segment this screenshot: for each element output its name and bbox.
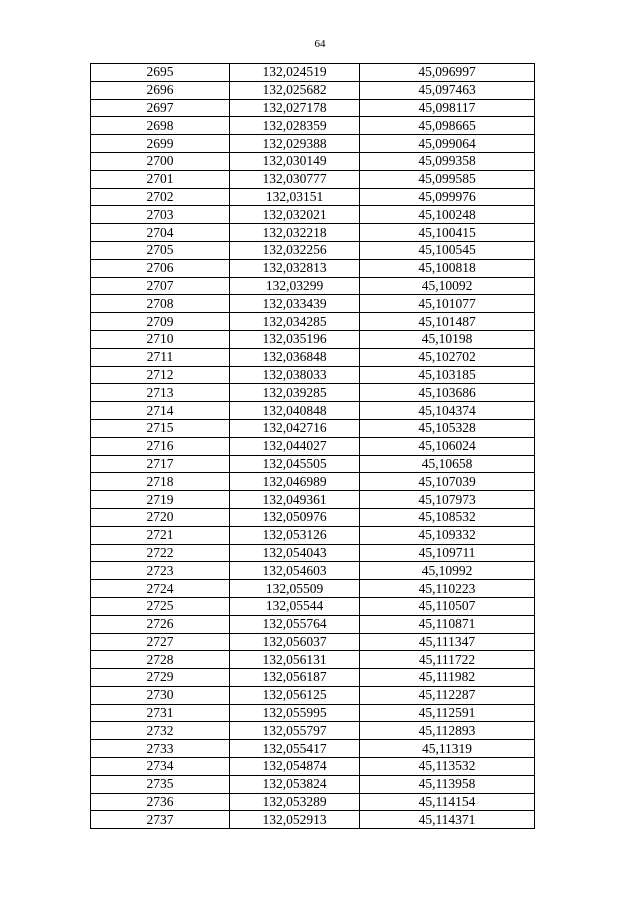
latitude-cell: 45,098117	[360, 99, 535, 117]
latitude-cell: 45,099976	[360, 188, 535, 206]
longitude-cell: 132,032813	[230, 259, 360, 277]
longitude-cell: 132,055417	[230, 740, 360, 758]
point-number-cell: 2709	[91, 313, 230, 331]
latitude-cell: 45,111347	[360, 633, 535, 651]
point-number-cell: 2716	[91, 437, 230, 455]
latitude-cell: 45,110871	[360, 615, 535, 633]
table-row	[91, 508, 535, 526]
latitude-cell: 45,100818	[360, 259, 535, 277]
point-number-cell: 2728	[91, 651, 230, 669]
longitude-cell: 132,028359	[230, 117, 360, 135]
longitude-cell: 132,032218	[230, 224, 360, 242]
point-number-cell: 2736	[91, 793, 230, 811]
point-number-cell: 2730	[91, 686, 230, 704]
table-row	[91, 188, 535, 206]
longitude-cell: 132,039285	[230, 384, 360, 402]
longitude-cell: 132,054043	[230, 544, 360, 562]
longitude-cell: 132,056037	[230, 633, 360, 651]
longitude-cell: 132,055995	[230, 704, 360, 722]
table-row	[91, 384, 535, 402]
latitude-cell: 45,112287	[360, 686, 535, 704]
point-number-cell: 2718	[91, 473, 230, 491]
point-number-cell: 2701	[91, 170, 230, 188]
longitude-cell: 132,050976	[230, 508, 360, 526]
point-number-cell: 2722	[91, 544, 230, 562]
longitude-cell: 132,05509	[230, 580, 360, 598]
coordinates-table	[90, 63, 535, 829]
table-row	[91, 241, 535, 259]
latitude-cell: 45,111722	[360, 651, 535, 669]
point-number-cell: 2695	[91, 64, 230, 82]
latitude-cell: 45,11319	[360, 740, 535, 758]
latitude-cell: 45,112591	[360, 704, 535, 722]
latitude-cell: 45,100545	[360, 241, 535, 259]
table-row	[91, 135, 535, 153]
latitude-cell: 45,102702	[360, 348, 535, 366]
table-row	[91, 313, 535, 331]
longitude-cell: 132,03151	[230, 188, 360, 206]
table-row	[91, 330, 535, 348]
table-row	[91, 793, 535, 811]
latitude-cell: 45,10658	[360, 455, 535, 473]
point-number-cell: 2706	[91, 259, 230, 277]
table-row	[91, 259, 535, 277]
latitude-cell: 45,106024	[360, 437, 535, 455]
table-row	[91, 473, 535, 491]
table-row	[91, 544, 535, 562]
point-number-cell: 2729	[91, 669, 230, 687]
latitude-cell: 45,099585	[360, 170, 535, 188]
table-row	[91, 117, 535, 135]
point-number-cell: 2737	[91, 811, 230, 829]
point-number-cell: 2713	[91, 384, 230, 402]
table-row	[91, 419, 535, 437]
longitude-cell: 132,049361	[230, 491, 360, 509]
latitude-cell: 45,107973	[360, 491, 535, 509]
table-row	[91, 615, 535, 633]
table-row	[91, 686, 535, 704]
longitude-cell: 132,024519	[230, 64, 360, 82]
latitude-cell: 45,101077	[360, 295, 535, 313]
point-number-cell: 2727	[91, 633, 230, 651]
point-number-cell: 2714	[91, 402, 230, 420]
longitude-cell: 132,053824	[230, 775, 360, 793]
latitude-cell: 45,10198	[360, 330, 535, 348]
point-number-cell: 2710	[91, 330, 230, 348]
latitude-cell: 45,103686	[360, 384, 535, 402]
latitude-cell: 45,098665	[360, 117, 535, 135]
longitude-cell: 132,03299	[230, 277, 360, 295]
latitude-cell: 45,104374	[360, 402, 535, 420]
point-number-cell: 2704	[91, 224, 230, 242]
table-row	[91, 775, 535, 793]
longitude-cell: 132,05544	[230, 597, 360, 615]
longitude-cell: 132,054603	[230, 562, 360, 580]
point-number-cell: 2734	[91, 758, 230, 776]
table-row	[91, 669, 535, 687]
point-number-cell: 2721	[91, 526, 230, 544]
longitude-cell: 132,044027	[230, 437, 360, 455]
latitude-cell: 45,109332	[360, 526, 535, 544]
longitude-cell: 132,033439	[230, 295, 360, 313]
latitude-cell: 45,107039	[360, 473, 535, 491]
longitude-cell: 132,055797	[230, 722, 360, 740]
point-number-cell: 2700	[91, 152, 230, 170]
longitude-cell: 132,038033	[230, 366, 360, 384]
table-row	[91, 81, 535, 99]
point-number-cell: 2696	[91, 81, 230, 99]
longitude-cell: 132,053126	[230, 526, 360, 544]
point-number-cell: 2708	[91, 295, 230, 313]
table-row	[91, 295, 535, 313]
longitude-cell: 132,029388	[230, 135, 360, 153]
table-row	[91, 152, 535, 170]
latitude-cell: 45,111982	[360, 669, 535, 687]
longitude-cell: 132,056187	[230, 669, 360, 687]
table-row	[91, 170, 535, 188]
latitude-cell: 45,114371	[360, 811, 535, 829]
longitude-cell: 132,042716	[230, 419, 360, 437]
table-row	[91, 99, 535, 117]
longitude-cell: 132,027178	[230, 99, 360, 117]
table-row	[91, 562, 535, 580]
table-row	[91, 651, 535, 669]
latitude-cell: 45,096997	[360, 64, 535, 82]
point-number-cell: 2720	[91, 508, 230, 526]
page-number: 64	[314, 38, 326, 50]
point-number-cell: 2705	[91, 241, 230, 259]
point-number-cell: 2698	[91, 117, 230, 135]
latitude-cell: 45,109711	[360, 544, 535, 562]
table-row	[91, 740, 535, 758]
latitude-cell: 45,110223	[360, 580, 535, 598]
table-row	[91, 64, 535, 82]
point-number-cell: 2731	[91, 704, 230, 722]
latitude-cell: 45,097463	[360, 81, 535, 99]
table-row	[91, 704, 535, 722]
point-number-cell: 2715	[91, 419, 230, 437]
latitude-cell: 45,10092	[360, 277, 535, 295]
longitude-cell: 132,025682	[230, 81, 360, 99]
table-row	[91, 277, 535, 295]
longitude-cell: 132,034285	[230, 313, 360, 331]
longitude-cell: 132,032256	[230, 241, 360, 259]
table-row	[91, 758, 535, 776]
coordinates-table-body	[91, 64, 535, 829]
longitude-cell: 132,030149	[230, 152, 360, 170]
longitude-cell: 132,035196	[230, 330, 360, 348]
longitude-cell: 132,046989	[230, 473, 360, 491]
latitude-cell: 45,113532	[360, 758, 535, 776]
latitude-cell: 45,113958	[360, 775, 535, 793]
table-row	[91, 224, 535, 242]
point-number-cell: 2723	[91, 562, 230, 580]
table-row	[91, 437, 535, 455]
table-row	[91, 455, 535, 473]
point-number-cell: 2725	[91, 597, 230, 615]
point-number-cell: 2733	[91, 740, 230, 758]
table-row	[91, 491, 535, 509]
latitude-cell: 45,112893	[360, 722, 535, 740]
latitude-cell: 45,099064	[360, 135, 535, 153]
table-row	[91, 526, 535, 544]
point-number-cell: 2712	[91, 366, 230, 384]
latitude-cell: 45,110507	[360, 597, 535, 615]
point-number-cell: 2707	[91, 277, 230, 295]
longitude-cell: 132,032021	[230, 206, 360, 224]
table-row	[91, 597, 535, 615]
point-number-cell: 2717	[91, 455, 230, 473]
longitude-cell: 132,055764	[230, 615, 360, 633]
table-row	[91, 633, 535, 651]
point-number-cell: 2724	[91, 580, 230, 598]
point-number-cell: 2732	[91, 722, 230, 740]
latitude-cell: 45,100415	[360, 224, 535, 242]
table-row	[91, 348, 535, 366]
latitude-cell: 45,108532	[360, 508, 535, 526]
point-number-cell: 2697	[91, 99, 230, 117]
longitude-cell: 132,053289	[230, 793, 360, 811]
latitude-cell: 45,114154	[360, 793, 535, 811]
longitude-cell: 132,056125	[230, 686, 360, 704]
point-number-cell: 2719	[91, 491, 230, 509]
point-number-cell: 2699	[91, 135, 230, 153]
latitude-cell: 45,105328	[360, 419, 535, 437]
point-number-cell: 2702	[91, 188, 230, 206]
latitude-cell: 45,103185	[360, 366, 535, 384]
point-number-cell: 2735	[91, 775, 230, 793]
longitude-cell: 132,056131	[230, 651, 360, 669]
point-number-cell: 2703	[91, 206, 230, 224]
longitude-cell: 132,040848	[230, 402, 360, 420]
latitude-cell: 45,10992	[360, 562, 535, 580]
table-row	[91, 366, 535, 384]
latitude-cell: 45,101487	[360, 313, 535, 331]
table-row	[91, 722, 535, 740]
table-row	[91, 811, 535, 829]
latitude-cell: 45,099358	[360, 152, 535, 170]
longitude-cell: 132,036848	[230, 348, 360, 366]
latitude-cell: 45,100248	[360, 206, 535, 224]
longitude-cell: 132,030777	[230, 170, 360, 188]
table-row	[91, 402, 535, 420]
table-row	[91, 580, 535, 598]
table-row	[91, 206, 535, 224]
longitude-cell: 132,054874	[230, 758, 360, 776]
longitude-cell: 132,045505	[230, 455, 360, 473]
longitude-cell: 132,052913	[230, 811, 360, 829]
point-number-cell: 2726	[91, 615, 230, 633]
point-number-cell: 2711	[91, 348, 230, 366]
